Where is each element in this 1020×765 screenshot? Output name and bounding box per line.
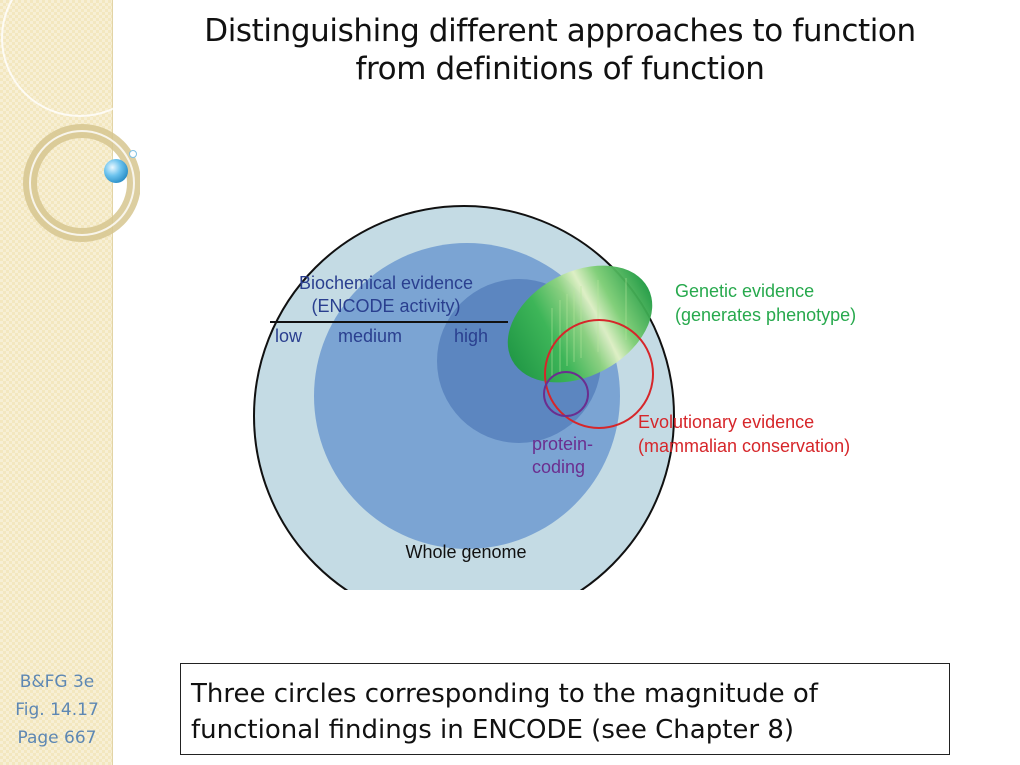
deco-bubble-large: [104, 159, 128, 183]
genetic-label-line1: Genetic evidence: [675, 281, 815, 301]
slide-title-line1: Distinguishing different approaches to function: [204, 13, 916, 49]
scale-medium-label: medium: [338, 326, 403, 346]
whole-genome-label: Whole genome: [405, 542, 527, 562]
caption-line1: Three circles corresponding to the magnitude of: [191, 679, 818, 709]
protein-label-line1: protein-: [532, 434, 594, 454]
caption-line2: functional findings in ENCODE (see Chapter 8): [191, 715, 795, 745]
slide-title: [130, 12, 990, 88]
biochemical-label-line1: Biochemical evidence: [298, 273, 474, 293]
slide-title-line2: from definitions of function: [355, 51, 765, 87]
figure-ref-book: B&FG 3e: [19, 672, 95, 692]
biochemical-label-line2: (ENCODE activity): [311, 296, 461, 316]
figure-reference: [8, 668, 106, 752]
deco-bubble-small: [130, 151, 137, 158]
caption-box: [180, 663, 950, 755]
deco-ring-highlight: [30, 131, 134, 235]
decorative-rings: [0, 0, 140, 260]
protein-label-line2: coding: [532, 457, 586, 477]
function-evidence-diagram: [240, 140, 900, 590]
sidebar-panel: [0, 0, 113, 765]
evolutionary-label-line1: Evolutionary evidence: [638, 412, 815, 432]
scale-low-label: low: [275, 326, 303, 346]
scale-high-label: high: [454, 326, 489, 346]
genetic-label-line2: (generates phenotype): [675, 305, 857, 325]
deco-ring-large: [2, 0, 140, 116]
figure-ref-figure: Fig. 14.17: [15, 700, 99, 720]
figure-ref-page: Page 667: [17, 728, 97, 748]
evolutionary-label-line2: (mammalian conservation): [638, 436, 851, 456]
